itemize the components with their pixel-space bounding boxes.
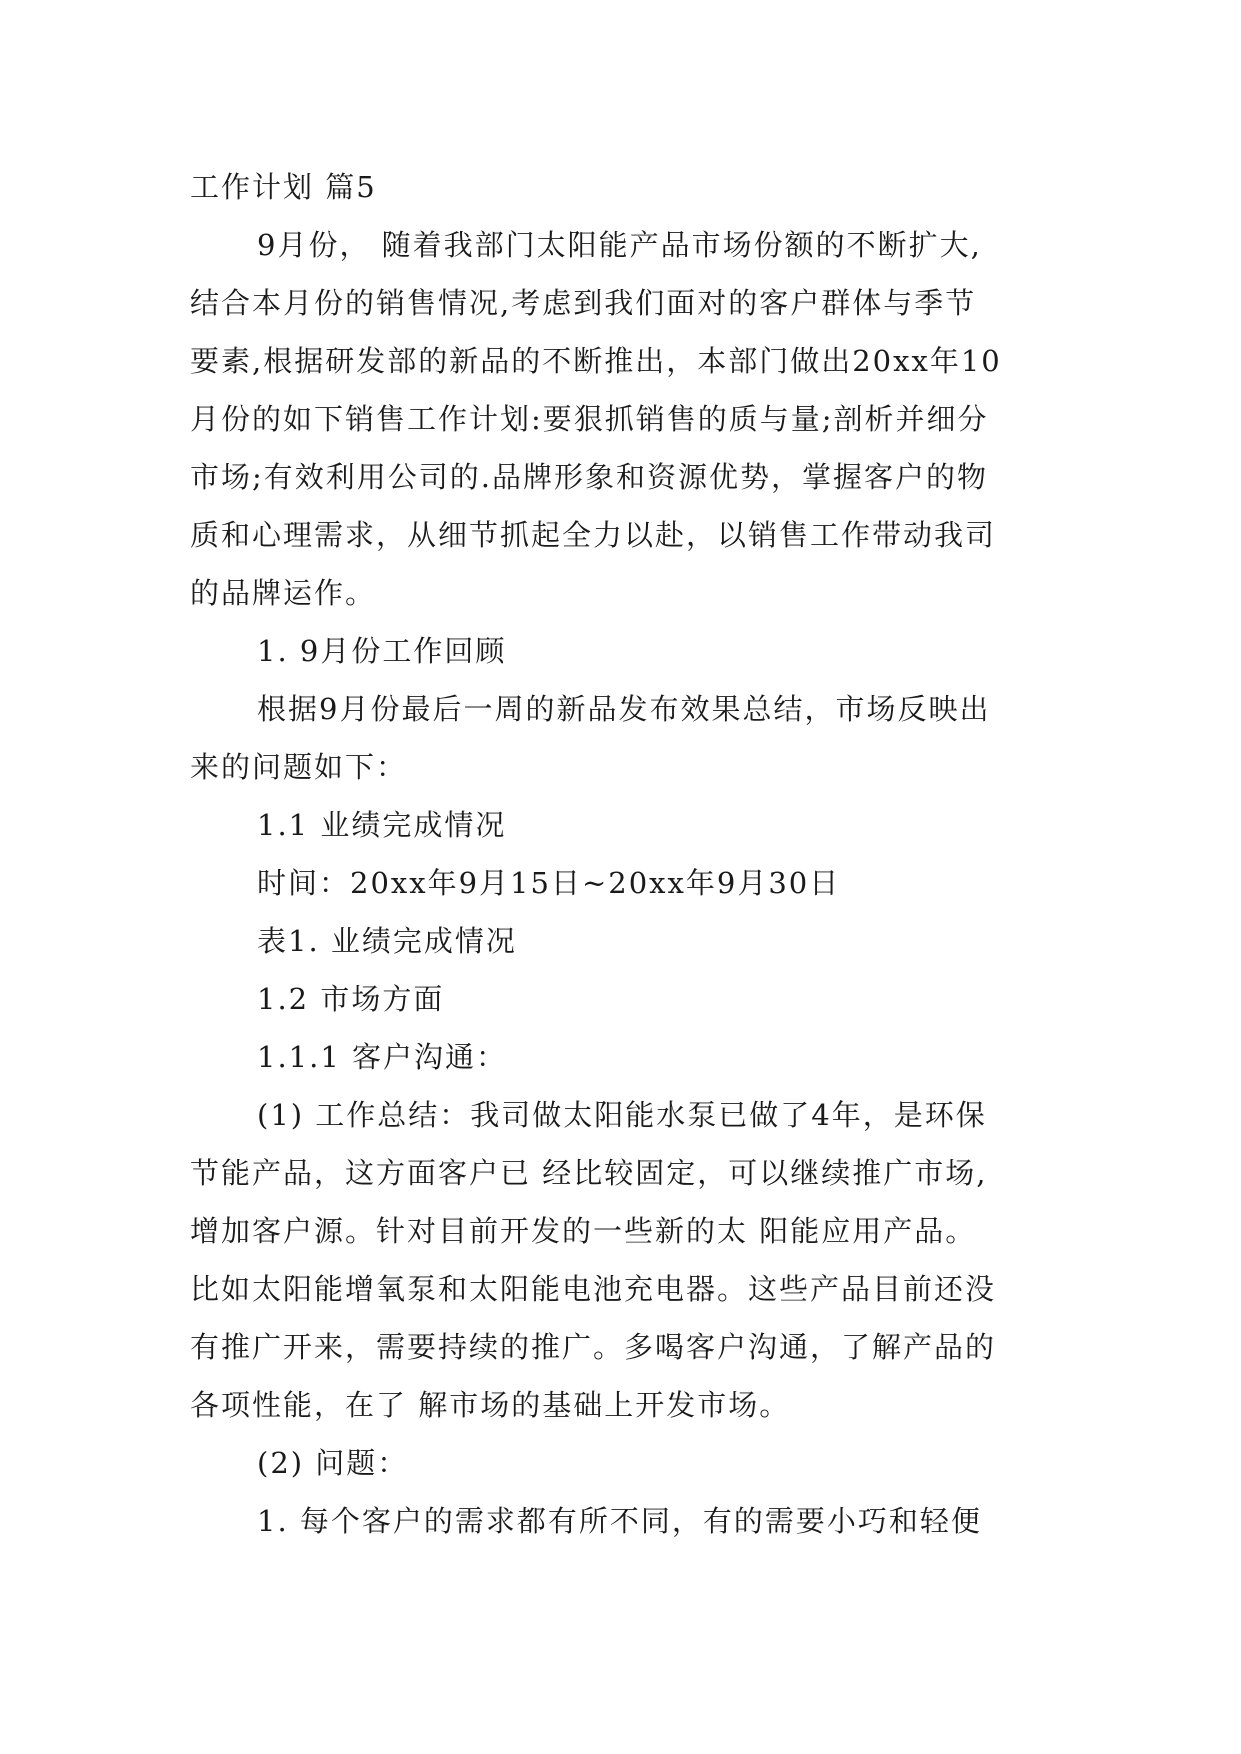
paragraph-line: 各项性能，在了 解市场的基础上开发市场。 (190, 1388, 791, 1422)
table-caption: 表1. 业绩完成情况 (257, 924, 517, 958)
paragraph-line: 的品牌运作。 (190, 576, 377, 610)
subsection-heading: 1.1.1 客户沟通： (257, 1040, 508, 1074)
paragraph-line: 市场;有效利用公司的.品牌形象和资源优势，掌握客户的物 (190, 460, 988, 494)
paragraph-line: 时间：20xx年9月15日~20xx年9月30日 (257, 866, 841, 900)
section-heading: 1. 9月份工作回顾 (257, 634, 507, 668)
paragraph-line: (2) 问题： (257, 1446, 409, 1480)
paragraph-line: 月份的如下销售工作计划:要狠抓销售的质与量;剖析并细分 (190, 402, 989, 436)
paragraph-line: 有推广开来，需要持续的推广。多喝客户沟通，了解产品的 (190, 1330, 997, 1364)
paragraph-line: 节能产品，这方面客户已 经比较固定，可以继续推广市场, (190, 1156, 988, 1190)
paragraph-line: 质和心理需求，从细节抓起全力以赴，以销售工作带动我司 (190, 518, 997, 552)
paragraph-line: 增加客户源。针对目前开发的一些新的太 阳能应用产品。 (190, 1214, 977, 1248)
paragraph-line: 要素,根据研发部的新品的不断推出，本部门做出20xx年10 (190, 344, 1002, 378)
document-heading: 工作计划 篇5 (190, 170, 377, 204)
paragraph-line: 根据9月份最后一周的新品发布效果总结，市场反映出 (257, 692, 991, 726)
paragraph-line: 来的问题如下： (190, 750, 408, 784)
subsection-heading: 1.2 市场方面 (257, 982, 445, 1016)
subsection-heading: 1.1 业绩完成情况 (257, 808, 507, 842)
paragraph-line: 结合本月份的销售情况,考虑到我们面对的客户群体与季节 (190, 286, 977, 320)
paragraph-line: 比如太阳能增氧泵和太阳能电池充电器。这些产品目前还没 (190, 1272, 997, 1306)
paragraph-line: 1. 每个客户的需求都有所不同，有的需要小巧和轻便 (257, 1504, 982, 1538)
paragraph-line: 9月份， 随着我部门太阳能产品市场份额的不断扩大, (257, 228, 982, 262)
document-body (190, 158, 1060, 1550)
paragraph-line: (1) 工作总结：我司做太阳能水泵已做了4年，是环保 (257, 1098, 987, 1132)
